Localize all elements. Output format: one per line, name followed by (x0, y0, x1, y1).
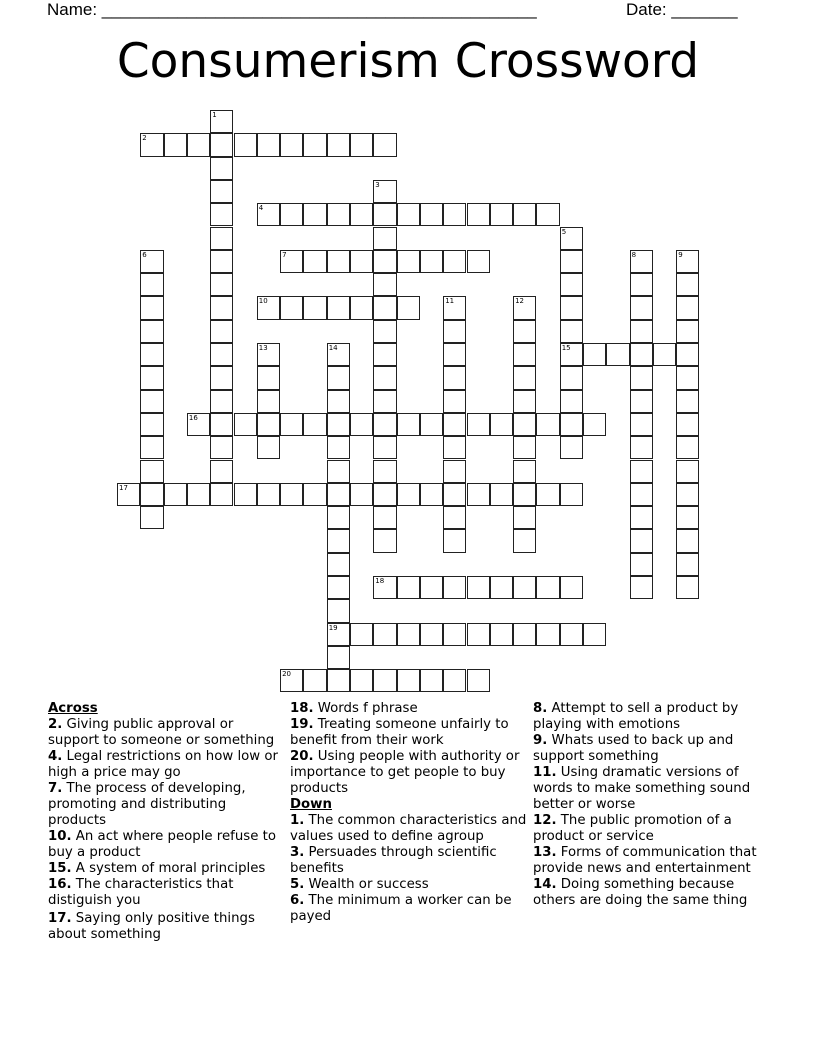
grid-cell[interactable] (513, 296, 536, 319)
grid-cell[interactable] (210, 273, 233, 296)
grid-cell[interactable] (327, 529, 350, 552)
grid-cell[interactable] (303, 133, 326, 156)
grid-cell[interactable] (630, 250, 653, 273)
clue-number: 3 (375, 180, 380, 189)
grid-cell[interactable] (350, 296, 373, 319)
grid-cell[interactable] (560, 413, 583, 436)
grid-cell[interactable] (536, 576, 559, 599)
grid-cell[interactable] (234, 413, 257, 436)
grid-cell[interactable] (164, 133, 187, 156)
grid-cell[interactable] (350, 203, 373, 226)
grid-cell[interactable] (350, 133, 373, 156)
grid-cell[interactable] (350, 413, 373, 436)
clue-down-14: 14. Doing something because others are doing the same thing (533, 877, 748, 908)
grid-cell[interactable] (140, 390, 163, 413)
grid-cell[interactable] (257, 296, 280, 319)
grid-cell[interactable] (443, 623, 466, 646)
grid-cell[interactable] (420, 623, 443, 646)
grid-cell[interactable] (327, 296, 350, 319)
grid-cell[interactable] (443, 413, 466, 436)
clue-number: 6 (142, 250, 147, 259)
grid-cell[interactable] (350, 483, 373, 506)
grid-cell[interactable] (420, 576, 443, 599)
grid-cell[interactable] (467, 483, 490, 506)
grid-cell[interactable] (280, 296, 303, 319)
clues-column-1 (48, 701, 288, 943)
clue-number: 17 (119, 483, 128, 492)
grid-cell[interactable] (630, 483, 653, 506)
grid-cell[interactable] (513, 529, 536, 552)
grid-cell[interactable] (303, 413, 326, 436)
grid-cell[interactable] (234, 483, 257, 506)
clue-number: 13 (258, 344, 268, 352)
clue-down-6: 6. The minimum a worker can be payed (290, 893, 512, 924)
grid-cell[interactable] (676, 250, 699, 273)
grid-cell[interactable] (676, 320, 699, 343)
grid-cell[interactable] (257, 436, 280, 459)
grid-cell[interactable] (513, 343, 536, 366)
grid-cell[interactable] (397, 669, 420, 692)
grid-cell[interactable] (630, 529, 653, 552)
grid-cell[interactable] (210, 390, 233, 413)
grid-cell[interactable] (443, 669, 466, 692)
across-heading: Across (48, 701, 98, 716)
clue-number: 5 (561, 227, 567, 236)
grid-cell[interactable] (397, 413, 420, 436)
grid-cell[interactable] (327, 599, 350, 622)
grid-cell[interactable] (280, 133, 303, 156)
grid-cell[interactable] (560, 483, 583, 506)
clue-across-4: 4. Legal restrictions on how low or high a price may go (48, 749, 278, 780)
grid-cell[interactable] (606, 343, 629, 366)
grid-cell[interactable] (420, 669, 443, 692)
grid-cell[interactable] (280, 669, 303, 692)
grid-cell[interactable] (490, 203, 513, 226)
grid-cell[interactable] (210, 413, 233, 436)
grid-cell[interactable] (467, 669, 490, 692)
grid-cell[interactable] (560, 576, 583, 599)
grid-cell[interactable] (327, 250, 350, 273)
clue-number: 2 (142, 134, 147, 143)
grid-cell[interactable] (630, 343, 653, 366)
grid-cell[interactable] (257, 413, 280, 436)
grid-cell[interactable] (490, 576, 513, 599)
grid-cell[interactable] (373, 390, 396, 413)
grid-cell[interactable] (140, 250, 163, 273)
grid-cell[interactable] (210, 250, 233, 273)
grid-cell[interactable] (373, 623, 396, 646)
grid-cell[interactable] (443, 390, 466, 413)
grid-cell[interactable] (280, 413, 303, 436)
grid-cell[interactable] (420, 483, 443, 506)
grid-cell[interactable] (676, 343, 699, 366)
grid-cell[interactable] (630, 296, 653, 319)
clue-down-1: 1. The common characteristics and values used to define agroup (290, 813, 527, 844)
grid-cell[interactable] (653, 343, 676, 366)
grid-cell[interactable] (257, 203, 280, 226)
grid-cell[interactable] (210, 366, 233, 389)
grid-cell[interactable] (210, 320, 233, 343)
grid-cell[interactable] (140, 413, 163, 436)
date-field[interactable]: Date: _______ (626, 0, 738, 19)
grid-cell[interactable] (210, 296, 233, 319)
clue-number: 11 (445, 297, 455, 306)
grid-cell[interactable] (676, 506, 699, 529)
grid-cell[interactable] (630, 553, 653, 576)
grid-cell[interactable] (676, 483, 699, 506)
grid-cell[interactable] (467, 623, 490, 646)
grid-cell[interactable] (327, 506, 350, 529)
grid-cell[interactable] (187, 483, 210, 506)
clue-number: 7 (282, 250, 287, 259)
grid-cell[interactable] (210, 133, 233, 156)
grid-cell[interactable] (536, 483, 559, 506)
grid-cell[interactable] (630, 436, 653, 459)
clue-across-18: 18. Words f phrase (290, 701, 418, 716)
grid-cell[interactable] (210, 203, 233, 226)
grid-cell[interactable] (676, 553, 699, 576)
grid-cell[interactable] (257, 366, 280, 389)
grid-cell[interactable] (676, 273, 699, 296)
grid-cell[interactable] (630, 506, 653, 529)
grid-cell[interactable] (560, 623, 583, 646)
grid-cell[interactable] (327, 413, 350, 436)
grid-cell[interactable] (327, 366, 350, 389)
grid-cell[interactable] (443, 203, 466, 226)
grid-cell[interactable] (513, 390, 536, 413)
grid-cell[interactable] (630, 460, 653, 483)
grid-cell[interactable] (210, 227, 233, 250)
clue-number: 14 (328, 344, 338, 352)
grid-cell[interactable] (443, 366, 466, 389)
clue-across-7: 7. The process of developing, promoting and distributing products (48, 781, 246, 828)
grid-cell[interactable] (327, 390, 350, 413)
grid-cell[interactable] (210, 343, 233, 366)
grid-cell[interactable] (443, 320, 466, 343)
grid-cell[interactable] (210, 180, 233, 203)
grid-cell[interactable] (280, 483, 303, 506)
grid-cell[interactable] (327, 343, 350, 366)
grid-cell[interactable] (373, 227, 396, 250)
clue-number: 10 (258, 297, 268, 306)
grid-cell[interactable] (327, 203, 350, 226)
grid-cell[interactable] (513, 320, 536, 343)
grid-cell[interactable] (257, 343, 280, 366)
grid-cell[interactable] (140, 436, 163, 459)
grid-cell[interactable] (443, 296, 466, 319)
grid-cell[interactable] (373, 296, 396, 319)
grid-cell[interactable] (373, 413, 396, 436)
grid-cell[interactable] (513, 483, 536, 506)
grid-cell[interactable] (164, 483, 187, 506)
grid-cell[interactable] (630, 366, 653, 389)
clue-across-16: 16. The characteristics that distiguish you (48, 877, 234, 908)
grid-cell[interactable] (676, 296, 699, 319)
grid-cell[interactable] (397, 483, 420, 506)
clue-down-11: 11. Using dramatic versions of words to make something sound better or worse (533, 765, 751, 812)
grid-cell[interactable] (513, 436, 536, 459)
clue-down-8: 8. Attempt to sell a product by playing with emotions (533, 701, 739, 732)
grid-cell[interactable] (443, 460, 466, 483)
clues-column-2 (290, 701, 530, 925)
grid-cell[interactable] (373, 133, 396, 156)
clue-across-19: 19. Treating someone unfairly to benefit from their work (290, 717, 509, 748)
down-heading: Down (290, 797, 332, 812)
grid-cell[interactable] (467, 203, 490, 226)
clue-across-17: 17. Saying only positive things about something (48, 911, 255, 942)
clue-across-2: 2. Giving public approval or support to someone or something (48, 717, 275, 748)
page-title: Consumerism Crossword (116, 34, 700, 89)
grid-cell[interactable] (373, 506, 396, 529)
grid-cell[interactable] (327, 623, 350, 646)
grid-cell[interactable] (257, 133, 280, 156)
clue-number: 4 (258, 204, 264, 213)
grid-cell[interactable] (676, 366, 699, 389)
grid-cell[interactable] (420, 203, 443, 226)
grid-cell[interactable] (117, 483, 140, 506)
grid-cell[interactable] (583, 343, 606, 366)
grid-cell[interactable] (303, 296, 326, 319)
grid-cell[interactable] (257, 390, 280, 413)
grid-cell[interactable] (536, 413, 559, 436)
grid-cell[interactable] (467, 250, 490, 273)
grid-cell[interactable] (513, 413, 536, 436)
grid-cell[interactable] (513, 576, 536, 599)
grid-cell[interactable] (327, 646, 350, 669)
grid-cell[interactable] (140, 133, 163, 156)
grid-cell[interactable] (443, 483, 466, 506)
grid-cell[interactable] (443, 576, 466, 599)
clue-number: 9 (678, 250, 683, 259)
grid-cell[interactable] (373, 436, 396, 459)
grid-cell[interactable] (513, 366, 536, 389)
grid-cell[interactable] (210, 110, 233, 133)
grid-cell[interactable] (513, 203, 536, 226)
clue-down-3: 3. Persuades through scientific benefits (290, 845, 497, 876)
grid-cell[interactable] (536, 203, 559, 226)
grid-cell[interactable] (560, 343, 583, 366)
grid-cell[interactable] (210, 436, 233, 459)
grid-cell[interactable] (443, 529, 466, 552)
grid-cell[interactable] (397, 576, 420, 599)
grid-cell[interactable] (373, 366, 396, 389)
clue-number: 16 (188, 413, 198, 422)
grid-cell[interactable] (350, 623, 373, 646)
grid-cell[interactable] (420, 250, 443, 273)
grid-cell[interactable] (443, 436, 466, 459)
grid-cell[interactable] (350, 250, 373, 273)
grid-cell[interactable] (303, 669, 326, 692)
grid-cell[interactable] (327, 576, 350, 599)
grid-cell[interactable] (140, 273, 163, 296)
grid-cell[interactable] (443, 506, 466, 529)
grid-cell[interactable] (303, 203, 326, 226)
grid-cell[interactable] (630, 576, 653, 599)
grid-cell[interactable] (373, 669, 396, 692)
grid-cell[interactable] (140, 343, 163, 366)
grid-cell[interactable] (676, 576, 699, 599)
grid-cell[interactable] (373, 529, 396, 552)
grid-cell[interactable] (513, 623, 536, 646)
grid-cell[interactable] (327, 133, 350, 156)
grid-cell[interactable] (467, 576, 490, 599)
grid-cell[interactable] (350, 669, 373, 692)
clue-across-20: 20. Using people with authority or importance to get people to buy products (290, 749, 520, 796)
grid-cell[interactable] (397, 623, 420, 646)
clue-number: 12 (515, 297, 525, 306)
grid-cell[interactable] (373, 320, 396, 343)
grid-cell[interactable] (373, 250, 396, 273)
grid-cell[interactable] (560, 273, 583, 296)
clue-number: 1 (212, 111, 217, 119)
grid-cell[interactable] (443, 343, 466, 366)
grid-cell[interactable] (303, 483, 326, 506)
clue-number: 19 (328, 623, 338, 632)
clues-column-3 (533, 701, 768, 909)
grid-cell[interactable] (373, 203, 396, 226)
grid-cell[interactable] (467, 413, 490, 436)
grid-cell[interactable] (280, 203, 303, 226)
grid-cell[interactable] (560, 250, 583, 273)
grid-cell[interactable] (676, 390, 699, 413)
grid-cell[interactable] (140, 296, 163, 319)
clue-down-13: 13. Forms of communication that provide news and entertainment (533, 845, 757, 876)
grid-cell[interactable] (327, 553, 350, 576)
clue-number: 8 (631, 250, 637, 259)
grid-cell[interactable] (420, 413, 443, 436)
grid-cell[interactable] (140, 366, 163, 389)
grid-cell[interactable] (490, 483, 513, 506)
grid-cell[interactable] (210, 483, 233, 506)
grid-cell[interactable] (373, 180, 396, 203)
grid-cell[interactable] (373, 483, 396, 506)
grid-cell[interactable] (513, 506, 536, 529)
name-field[interactable]: Name: ______________________________________________ (47, 0, 537, 19)
grid-cell[interactable] (630, 320, 653, 343)
grid-cell[interactable] (234, 133, 257, 156)
grid-cell[interactable] (397, 250, 420, 273)
grid-cell[interactable] (560, 390, 583, 413)
clue-number: 18 (375, 577, 385, 585)
grid-cell[interactable] (373, 576, 396, 599)
grid-cell[interactable] (187, 413, 210, 436)
grid-cell[interactable] (373, 343, 396, 366)
grid-cell[interactable] (676, 529, 699, 552)
grid-cell[interactable] (257, 483, 280, 506)
grid-cell[interactable] (490, 413, 513, 436)
grid-cell[interactable] (560, 227, 583, 250)
grid-cell[interactable] (583, 413, 606, 436)
clue-down-9: 9. Whats used to back up and support something (533, 733, 734, 764)
grid-cell[interactable] (210, 157, 233, 180)
grid-cell[interactable] (536, 623, 559, 646)
grid-cell[interactable] (327, 460, 350, 483)
grid-cell[interactable] (583, 623, 606, 646)
grid-cell[interactable] (676, 460, 699, 483)
grid-cell[interactable] (676, 436, 699, 459)
grid-cell[interactable] (327, 483, 350, 506)
grid-cell[interactable] (373, 460, 396, 483)
grid-cell[interactable] (140, 483, 163, 506)
grid-cell[interactable] (490, 623, 513, 646)
grid-cell[interactable] (630, 273, 653, 296)
grid-cell[interactable] (187, 133, 210, 156)
grid-cell[interactable] (373, 273, 396, 296)
grid-cell[interactable] (630, 413, 653, 436)
grid-cell[interactable] (397, 203, 420, 226)
grid-cell[interactable] (560, 296, 583, 319)
grid-cell[interactable] (513, 460, 536, 483)
grid-cell[interactable] (630, 390, 653, 413)
clue-across-15: 15. A system of moral principles (48, 861, 266, 876)
grid-cell[interactable] (280, 250, 303, 273)
grid-cell[interactable] (327, 436, 350, 459)
grid-cell[interactable] (676, 413, 699, 436)
clue-number: 15 (561, 344, 571, 352)
grid-cell[interactable] (140, 506, 163, 529)
clue-number: 20 (282, 670, 292, 679)
grid-cell[interactable] (560, 366, 583, 389)
grid-cell[interactable] (560, 436, 583, 459)
clue-down-12: 12. The public promotion of a product or service (533, 813, 732, 844)
clue-across-10: 10. An act where people refuse to buy a product (48, 829, 276, 860)
grid-cell[interactable] (327, 669, 350, 692)
grid-cell[interactable] (397, 296, 420, 319)
grid-cell[interactable] (303, 250, 326, 273)
grid-cell[interactable] (560, 320, 583, 343)
clue-down-5: 5. Wealth or success (290, 877, 429, 892)
grid-cell[interactable] (210, 460, 233, 483)
grid-cell[interactable] (140, 320, 163, 343)
grid-cell[interactable] (140, 460, 163, 483)
grid-cell[interactable] (443, 250, 466, 273)
